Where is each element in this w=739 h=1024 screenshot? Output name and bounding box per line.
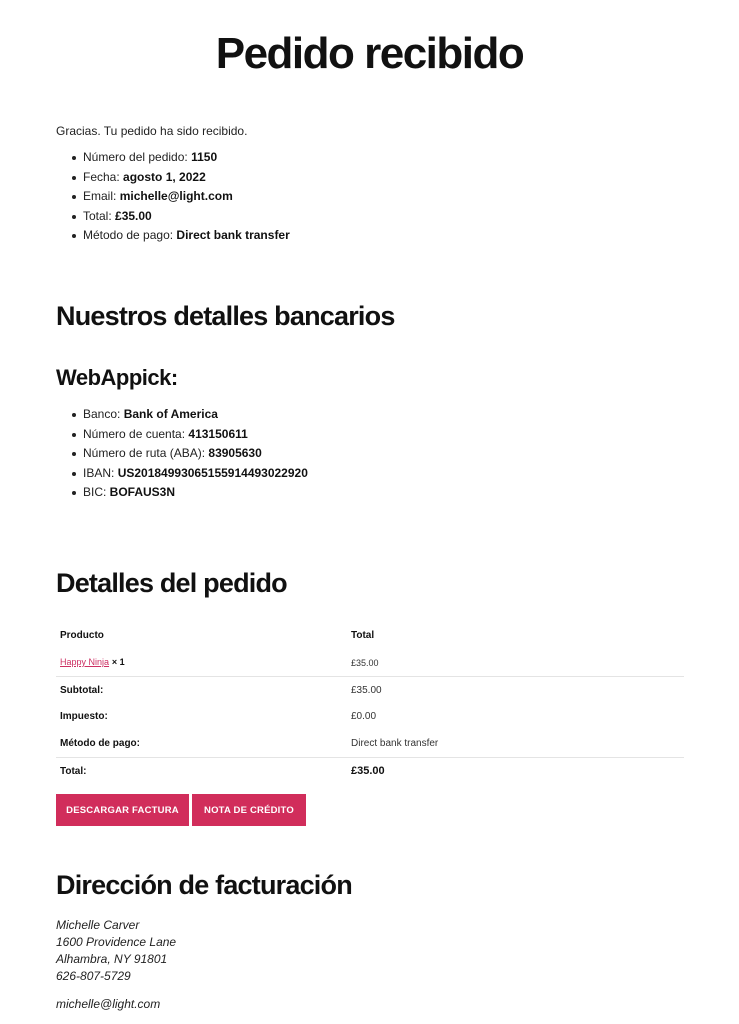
page-title: Pedido recibido [215, 29, 524, 78]
bic-item [56, 485, 308, 505]
order-total-label: Total: [83, 208, 116, 223]
order-email-value: michelle@light.com [119, 189, 233, 203]
download-invoice-button[interactable]: DESCARGAR FACTURA [56, 794, 189, 826]
routing-number-item [56, 446, 308, 466]
bic-label: BIC: [83, 485, 110, 499]
bank-details-heading: Nuestros detalles bancarios [56, 301, 395, 331]
routing-number-label: Número de ruta (ABA): [83, 446, 209, 460]
order-total-value: £35.00 [115, 208, 152, 223]
billing-city: Alhambra, NY 91801 [56, 952, 168, 966]
billing-name: Michelle Carver [56, 918, 140, 932]
billing-street: 1600 Providence Lane [56, 935, 177, 949]
order-number-label: Número del pedido: [83, 150, 192, 164]
iban-label: IBAN: [83, 465, 118, 480]
total-label: Total: [60, 765, 87, 777]
payment-method-row [56, 730, 684, 757]
order-item-row [56, 649, 684, 676]
bic-value: BOFAUS3N [109, 485, 176, 499]
billing-email: michelle@light.com [56, 997, 161, 1011]
subtotal-value: £35.00 [351, 684, 382, 696]
iban-item [56, 466, 308, 486]
order-number-item [56, 150, 290, 170]
product-link[interactable]: Happy Ninja [60, 657, 110, 667]
order-details-table [56, 622, 684, 784]
total-row [56, 757, 684, 784]
order-email-label: Email: [83, 189, 120, 203]
order-number-value: 1150 [191, 150, 218, 164]
payment-method-label: Método de pago: [60, 738, 140, 749]
tax-row [56, 703, 684, 730]
column-header-product: Producto [60, 630, 104, 641]
bank-name-label: Banco: [83, 407, 124, 421]
order-payment-label: Método de pago: [83, 228, 177, 242]
order-item-cell [56, 657, 351, 668]
table-header-row [56, 622, 684, 649]
routing-number-value: 83905630 [208, 446, 262, 460]
order-payment-value: Direct bank transfer [176, 228, 290, 242]
order-payment-item [56, 228, 290, 248]
tax-value: £0.00 [351, 711, 377, 722]
order-received-message: Gracias. Tu pedido ha sido recibido. [56, 124, 248, 138]
order-date-label: Fecha: [83, 169, 124, 184]
payment-method-value: Direct bank transfer [351, 738, 439, 749]
billing-address [56, 917, 176, 985]
column-header-total: Total [351, 630, 375, 641]
billing-address-heading: Dirección de facturación [56, 870, 352, 900]
order-email-item [56, 189, 290, 209]
billing-phone: 626-807-5729 [56, 969, 131, 983]
order-overview-list [56, 150, 290, 248]
account-number-label: Número de cuenta: [83, 426, 189, 441]
order-total-item [56, 209, 290, 229]
tax-label: Impuesto: [60, 711, 108, 722]
iban-value: US2018499306515591449302292​0 [117, 465, 308, 480]
subtotal-label: Subtotal: [60, 684, 104, 696]
credit-note-button[interactable]: NOTA DE CRÉDITO [192, 794, 306, 826]
bank-name-value: Bank of America [123, 407, 218, 421]
account-number-value: 413150611 [188, 426, 248, 441]
bank-details-list [56, 407, 308, 505]
total-value: £35.00 [351, 765, 385, 777]
bank-name-item [56, 407, 308, 427]
order-item-total: £35.00 [351, 657, 379, 668]
product-quantity: × 1 [111, 657, 125, 667]
account-number-item [56, 427, 308, 447]
order-details-heading: Detalles del pedido [56, 568, 287, 598]
order-date-value: agosto 1, 2022 [123, 169, 206, 184]
bank-account-name: WebAppick: [56, 365, 178, 390]
subtotal-row [56, 676, 684, 703]
order-date-item [56, 170, 290, 190]
